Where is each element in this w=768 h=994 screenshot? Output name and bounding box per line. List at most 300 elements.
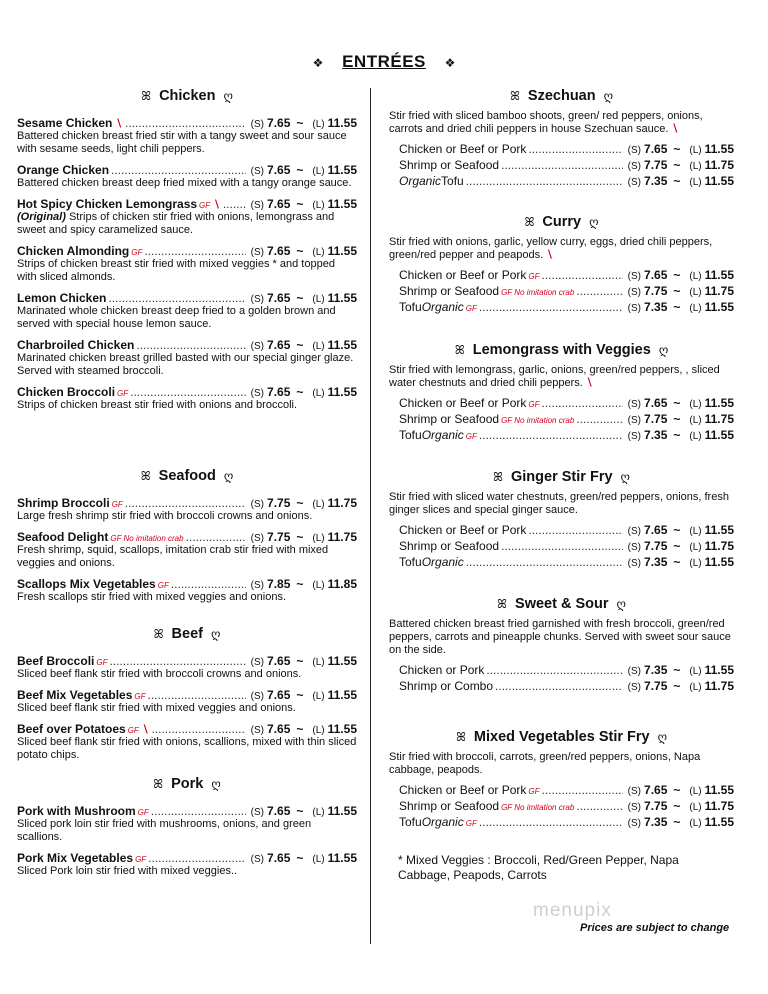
size-small-label: (S) <box>627 161 642 172</box>
swirl-icon: ღ <box>223 89 233 103</box>
row-name: Chicken or Pork <box>399 663 485 677</box>
dot-leader <box>576 412 622 426</box>
gluten-free-tag: GF <box>134 692 146 701</box>
item-row <box>17 163 357 177</box>
swirl-icon: ღ <box>211 777 221 791</box>
item-description <box>17 258 357 284</box>
size-small-label: (S) <box>250 166 265 177</box>
size-large-label: (L) <box>689 431 702 442</box>
item-description <box>17 591 357 604</box>
price-small: 7.65 <box>267 197 291 211</box>
size-small-label: (S) <box>627 415 642 426</box>
item-name: Beef Mix Vegetables <box>17 688 133 702</box>
size-large-label: (L) <box>312 580 325 591</box>
size-small-label: (S) <box>250 499 265 510</box>
menu-item <box>17 244 357 284</box>
size-small-label: (S) <box>627 287 642 298</box>
size-small-label: (S) <box>250 200 265 211</box>
size-large-label: (L) <box>689 802 702 813</box>
gluten-free-tag: GF <box>528 787 540 796</box>
tilde-separator: ~ <box>673 412 681 426</box>
section-title: Ginger Stir Fry <box>511 469 613 485</box>
size-large-label: (L) <box>689 558 702 569</box>
gluten-free-tag: GF <box>465 819 477 828</box>
swirl-icon: ღ <box>657 730 668 744</box>
tilde-separator: ~ <box>673 158 681 172</box>
price-small: 7.75 <box>644 679 668 693</box>
tilde-separator: ~ <box>673 555 681 569</box>
item-description-text: Sliced Pork loin stir fried with mixed veggies.. <box>17 865 238 877</box>
item-row <box>17 530 357 544</box>
menu-item <box>17 385 357 412</box>
price-small: 7.65 <box>267 116 291 130</box>
dot-leader <box>479 815 623 829</box>
item-name: Seafood Delight <box>17 530 109 544</box>
price-large: 11.75 <box>704 158 734 172</box>
price-row <box>399 679 734 695</box>
size-large-label: (L) <box>312 200 325 211</box>
row-name: Chicken or Beef or Pork <box>399 523 527 537</box>
chili-pepper-icon: ∖ <box>141 724 150 736</box>
tilde-separator: ~ <box>296 163 304 177</box>
section-heading <box>17 466 357 486</box>
item-row <box>17 291 357 305</box>
price-small: 7.75 <box>267 530 291 544</box>
swirl-icon: ღ <box>616 597 626 611</box>
dot-leader <box>501 158 623 172</box>
section-description <box>389 110 734 136</box>
tilde-separator: ~ <box>673 799 681 813</box>
swirl-icon: ꕤ <box>493 470 503 484</box>
section-description-text: Stir fried with broccoli, carrots, green/red peppers, onions, Napa cabbage, peapods. <box>389 751 701 776</box>
item-row <box>17 577 357 591</box>
item-description-text: Sliced beef flank stir fried with onions, scallions, mixed with thin sliced potato chips. <box>17 736 357 761</box>
menu-item <box>17 722 357 762</box>
gluten-free-tag: GF <box>465 304 477 313</box>
row-name: Tofu <box>441 174 464 188</box>
tilde-separator: ~ <box>673 663 681 677</box>
price-small: 7.65 <box>267 851 291 865</box>
menu-item <box>17 197 357 237</box>
price-small: 7.75 <box>644 799 668 813</box>
price-large: 11.55 <box>327 688 357 702</box>
organic-label: Organic <box>421 428 464 442</box>
row-name: Shrimp or Seafood <box>399 412 500 426</box>
row-name: Tofu <box>399 300 422 314</box>
dot-leader <box>151 722 245 736</box>
tilde-separator: ~ <box>296 197 304 211</box>
price-large: 11.55 <box>704 268 734 282</box>
price-large: 11.55 <box>704 523 734 537</box>
tilde-separator: ~ <box>673 815 681 829</box>
price-large: 11.75 <box>704 679 734 693</box>
item-description-text: Sliced pork loin stir fried with mushrooms, onions, and green scallions. <box>17 818 312 843</box>
item-description <box>17 865 357 878</box>
item-row <box>17 197 357 211</box>
tilde-separator: ~ <box>296 851 304 865</box>
size-large-label: (L) <box>689 415 702 426</box>
section-heading <box>389 727 734 747</box>
section-heading <box>389 594 734 614</box>
price-row <box>399 396 734 412</box>
size-large-label: (L) <box>312 691 325 702</box>
price-small: 7.35 <box>644 815 668 829</box>
chili-pepper-icon: ∖ <box>546 249 554 261</box>
item-name: Lemon Chicken <box>17 291 107 305</box>
swirl-icon: ღ <box>658 343 669 357</box>
item-row <box>17 654 357 668</box>
price-small: 7.65 <box>267 163 291 177</box>
section-description <box>389 751 734 777</box>
size-large-label: (L) <box>312 657 325 668</box>
price-large: 11.75 <box>327 530 357 544</box>
section-heading <box>17 774 357 794</box>
menu-item <box>17 338 357 378</box>
section-heading <box>17 86 357 106</box>
item-row <box>17 851 357 865</box>
column-divider <box>370 88 371 944</box>
dot-leader <box>130 385 246 399</box>
dot-leader <box>223 197 246 211</box>
size-small-label: (S) <box>250 119 265 130</box>
prices-note: Prices are subject to change <box>580 922 730 934</box>
price-large: 11.55 <box>327 722 357 736</box>
tilde-separator: ~ <box>296 577 304 591</box>
section-title: Curry <box>542 214 582 230</box>
size-small-label: (S) <box>250 580 265 591</box>
organic-label: Organic <box>421 815 464 829</box>
section-title: Beef <box>171 626 203 642</box>
size-small-label: (S) <box>250 725 265 736</box>
price-row <box>399 174 734 190</box>
menu-item <box>17 688 357 715</box>
item-description <box>17 352 357 378</box>
size-small-label: (S) <box>627 303 642 314</box>
swirl-icon: ꕤ <box>153 627 164 641</box>
item-description <box>17 736 357 762</box>
gluten-free-tag: GF <box>137 808 149 817</box>
size-small-label: (S) <box>250 533 265 544</box>
chili-pepper-icon: ∖ <box>115 118 124 130</box>
menu-item <box>17 116 357 156</box>
price-large: 11.75 <box>704 284 734 298</box>
organic-label: Organic <box>421 300 464 314</box>
swirl-icon: ꕤ <box>141 89 152 103</box>
menu-section <box>389 86 734 190</box>
swirl-icon: ღ <box>210 627 221 641</box>
size-large-label: (L) <box>689 818 702 829</box>
size-large-label: (L) <box>312 294 325 305</box>
page-title <box>0 52 768 72</box>
price-large: 11.55 <box>704 663 734 677</box>
tilde-separator: ~ <box>673 396 681 410</box>
mixed-veggies-note: * Mixed Veggies : Broccoli, Red/Green Pepper, Napa Cabbage, Peapods, Carrots <box>398 853 679 882</box>
tilde-separator: ~ <box>296 654 304 668</box>
section-heading <box>389 467 734 487</box>
diamond-ornament-icon: ❖ <box>312 56 324 70</box>
price-large: 11.55 <box>327 385 357 399</box>
size-large-label: (L) <box>689 287 702 298</box>
menu-item <box>17 163 357 190</box>
item-row <box>17 116 357 130</box>
gluten-free-tag: GF <box>127 726 139 735</box>
section-title: Lemongrass with Veggies <box>472 342 651 358</box>
item-row <box>17 804 357 818</box>
tilde-separator: ~ <box>296 804 304 818</box>
diamond-ornament-icon: ❖ <box>444 56 456 70</box>
section-heading <box>17 624 357 644</box>
price-small: 7.65 <box>267 654 291 668</box>
dot-leader <box>479 428 623 442</box>
gluten-free-tag: GF <box>135 855 147 864</box>
menu-item <box>17 530 357 570</box>
item-name: Beef over Potatoes <box>17 722 126 736</box>
price-row <box>399 799 734 815</box>
dot-leader <box>171 577 246 591</box>
row-name: Chicken or Beef or Pork <box>399 396 527 410</box>
menu-item <box>17 577 357 604</box>
size-small-label: (S) <box>250 657 265 668</box>
price-large: 11.75 <box>704 799 734 813</box>
price-small: 7.35 <box>644 555 668 569</box>
price-small: 7.65 <box>644 142 668 156</box>
size-small-label: (S) <box>627 526 642 537</box>
menu-section <box>389 727 734 831</box>
dot-leader <box>542 268 623 282</box>
item-row <box>17 496 357 510</box>
price-small: 7.75 <box>644 539 668 553</box>
item-description-text: Strips of chicken stir fried with onions, lemongrass and sweet and spicy caramelized sauce. <box>17 211 335 236</box>
item-description-text: Marinated whole chicken breast deep fried to a golden brown and served with special house lemon sauce. <box>17 305 336 330</box>
size-large-label: (L) <box>312 854 325 865</box>
swirl-icon: ღ <box>620 470 630 484</box>
item-description-text: Strips of chicken breast stir fried with onions and broccoli. <box>17 399 298 411</box>
size-small-label: (S) <box>250 247 265 258</box>
title-text: ENTRÉES <box>342 52 426 71</box>
item-row <box>17 338 357 352</box>
size-large-label: (L) <box>689 682 702 693</box>
size-small-label: (S) <box>627 682 642 693</box>
gluten-free-tag: GF <box>96 658 108 667</box>
swirl-icon: ꕤ <box>497 597 508 611</box>
dot-leader <box>148 851 246 865</box>
swirl-icon: ꕤ <box>455 730 466 744</box>
dot-leader <box>186 530 246 544</box>
price-row <box>399 663 734 679</box>
item-row <box>17 722 357 736</box>
size-small-label: (S) <box>627 802 642 813</box>
item-row <box>17 244 357 258</box>
item-description <box>17 305 357 331</box>
dot-leader <box>136 338 245 352</box>
swirl-icon: ღ <box>589 215 599 229</box>
size-small-label: (S) <box>627 399 642 410</box>
swirl-icon: ꕤ <box>153 777 164 791</box>
price-large: 11.55 <box>327 804 357 818</box>
item-description-text: Large fresh shrimp stir fried with broccoli crowns and onions. <box>17 510 313 522</box>
item-name: Shrimp Broccoli <box>17 496 110 510</box>
size-large-label: (L) <box>689 303 702 314</box>
price-small: 7.85 <box>267 577 291 591</box>
row-name: Chicken or Beef or Pork <box>399 783 527 797</box>
dot-leader <box>466 174 623 188</box>
price-small: 7.65 <box>267 338 291 352</box>
row-name: Tofu <box>399 815 422 829</box>
size-small-label: (S) <box>627 542 642 553</box>
section-title: Chicken <box>159 88 216 104</box>
tilde-separator: ~ <box>296 385 304 399</box>
tilde-separator: ~ <box>296 116 304 130</box>
size-large-label: (L) <box>312 166 325 177</box>
price-large: 11.55 <box>327 338 357 352</box>
dot-leader <box>466 555 623 569</box>
size-large-label: (L) <box>312 725 325 736</box>
dot-leader <box>111 163 246 177</box>
row-name: Chicken or Beef or Pork <box>399 142 527 156</box>
section-title: Sweet & Sour <box>515 596 609 612</box>
item-description-text: Fresh scallops stir fried with mixed veggies and onions. <box>17 591 287 603</box>
dot-leader <box>151 804 246 818</box>
dot-leader <box>125 116 246 130</box>
size-large-label: (L) <box>312 119 325 130</box>
price-small: 7.65 <box>267 688 291 702</box>
section-title: Seafood <box>158 468 216 484</box>
section-heading <box>389 340 734 360</box>
swirl-icon: ꕤ <box>140 469 151 483</box>
price-large: 11.55 <box>327 851 357 865</box>
item-description <box>17 818 357 844</box>
size-large-label: (L) <box>689 542 702 553</box>
row-name: Shrimp or Combo <box>399 679 494 693</box>
price-small: 7.65 <box>267 291 291 305</box>
menu-section <box>389 594 734 695</box>
item-name: Scallops Mix Vegetables <box>17 577 156 591</box>
section-description <box>389 618 734 657</box>
size-small-label: (S) <box>627 558 642 569</box>
size-large-label: (L) <box>689 526 702 537</box>
item-row <box>17 688 357 702</box>
section-description-text: Battered chicken breast fried garnished with fresh broccoli, green/red peppers, carrots and pineapple chunks. Served with sweet sour sauce on the side. <box>389 618 731 656</box>
menu-section <box>389 340 734 444</box>
swirl-icon: ꕤ <box>454 343 465 357</box>
size-small-label: (S) <box>250 807 265 818</box>
price-row <box>399 412 734 428</box>
dot-leader <box>109 654 245 668</box>
section-title: Szechuan <box>527 88 596 104</box>
item-description-text: Battered chicken breast fried stir with a tangy sweet and sour sauce with sesame seeds, light chili peppers. <box>17 130 347 155</box>
row-name: Tofu <box>399 428 422 442</box>
tilde-separator: ~ <box>673 300 681 314</box>
row-name: Shrimp or Seafood <box>399 799 500 813</box>
gluten-free-tag: GF <box>465 432 477 441</box>
size-small-label: (S) <box>627 818 642 829</box>
dot-leader <box>108 291 245 305</box>
size-large-label: (L) <box>689 271 702 282</box>
size-large-label: (L) <box>689 177 702 188</box>
price-large: 11.75 <box>704 539 734 553</box>
price-small: 7.75 <box>644 412 668 426</box>
price-small: 7.75 <box>644 158 668 172</box>
item-description <box>17 399 357 412</box>
section-description <box>389 364 734 390</box>
size-large-label: (L) <box>689 399 702 410</box>
item-description-text: Sliced beef flank stir fried with mixed veggies and onions. <box>17 702 296 714</box>
dot-leader <box>576 284 622 298</box>
price-large: 11.55 <box>327 197 357 211</box>
item-description <box>17 544 357 570</box>
gluten-free-tag: GF <box>199 201 211 210</box>
item-name: Charbroiled Chicken <box>17 338 135 352</box>
price-large: 11.55 <box>704 783 734 797</box>
price-small: 7.65 <box>644 268 668 282</box>
price-small: 7.65 <box>267 804 291 818</box>
price-row <box>399 539 734 555</box>
size-small-label: (S) <box>627 431 642 442</box>
size-small-label: (S) <box>627 271 642 282</box>
price-large: 11.55 <box>327 244 357 258</box>
size-large-label: (L) <box>312 247 325 258</box>
dot-leader <box>125 496 246 510</box>
gluten-free-tag: GF <box>131 248 143 257</box>
size-small-label: (S) <box>250 854 265 865</box>
section-description-text: Stir fried with lemongrass, garlic, onions, green/red peppers, , sliced water chestnuts and dried chili peppers. <box>389 364 720 389</box>
menu-item <box>17 851 357 878</box>
size-large-label: (L) <box>312 388 325 399</box>
item-description <box>17 510 357 523</box>
tilde-separator: ~ <box>296 244 304 258</box>
row-name: Shrimp or Seafood <box>399 158 500 172</box>
item-name: Pork with Mushroom <box>17 804 136 818</box>
price-large: 11.55 <box>704 174 734 188</box>
dot-leader <box>495 679 623 693</box>
organic-label: Organic <box>399 174 442 188</box>
gluten-free-tag: GF No imitation crab <box>501 416 575 425</box>
section-heading <box>389 86 734 106</box>
size-large-label: (L) <box>312 533 325 544</box>
section-description-text: Stir fried with onions, garlic, yellow curry, eggs, dried chili peppers, green/red pepper and peapods. <box>389 236 713 261</box>
size-large-label: (L) <box>689 786 702 797</box>
price-small: 7.75 <box>644 284 668 298</box>
chili-pepper-icon: ∖ <box>671 123 680 135</box>
item-description-text: Marinated chicken breast grilled basted with our special ginger glaze. Served with steamed broccoli. <box>17 352 354 377</box>
size-large-label: (L) <box>689 666 702 677</box>
price-small: 7.65 <box>644 396 668 410</box>
menu-section <box>17 774 357 878</box>
price-small: 7.65 <box>644 523 668 537</box>
price-small: 7.65 <box>267 722 291 736</box>
tilde-separator: ~ <box>296 338 304 352</box>
tilde-separator: ~ <box>673 284 681 298</box>
section-description-text: Stir fried with sliced water chestnuts, green/red peppers, onions, fresh ginger slices and special ginger sauce. <box>389 491 729 516</box>
price-row <box>399 783 734 799</box>
row-name: Shrimp or Seafood <box>399 284 500 298</box>
gluten-free-tag: GF <box>528 272 540 281</box>
price-small: 7.75 <box>267 496 291 510</box>
row-name: Shrimp or Seafood <box>399 539 500 553</box>
price-row <box>399 555 734 571</box>
tilde-separator: ~ <box>296 722 304 736</box>
swirl-icon: ღ <box>223 469 234 483</box>
item-description-text: Fresh shrimp, squid, scallops, imitation crab stir fried with mixed veggies and onions. <box>17 544 329 569</box>
tilde-separator: ~ <box>296 291 304 305</box>
price-large: 11.85 <box>327 577 357 591</box>
tilde-separator: ~ <box>296 530 304 544</box>
size-small-label: (S) <box>627 786 642 797</box>
gluten-free-tag: GF <box>528 400 540 409</box>
dot-leader <box>528 523 622 537</box>
price-row <box>399 158 734 174</box>
tilde-separator: ~ <box>296 688 304 702</box>
